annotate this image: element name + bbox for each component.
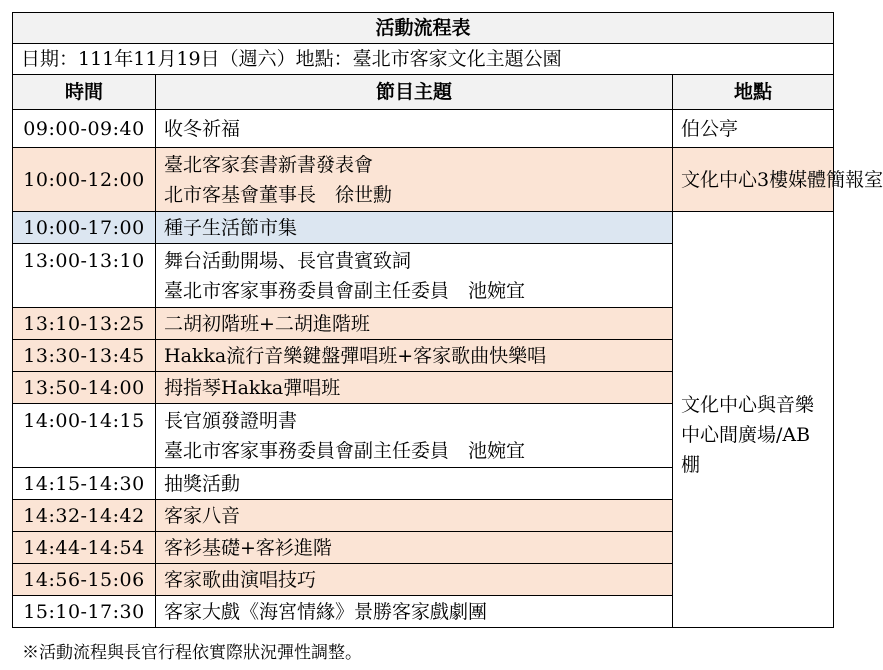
table-title: 活動流程表 [13, 13, 834, 44]
program-line: 客家大戲《海宮情緣》景勝客家戲劇團 [164, 600, 488, 623]
program-line: 抽獎活動 [164, 472, 241, 495]
program-line: 臺北市客家事務委員會副主任委員 池婉宜 [164, 279, 526, 302]
program-cell [156, 532, 673, 564]
time-cell: 13:50-14:00 [13, 372, 156, 404]
program-line: 臺北市客家事務委員會副主任委員 池婉宜 [164, 439, 526, 462]
time-cell: 14:15-14:30 [13, 468, 156, 500]
time-cell: 13:30-13:45 [13, 340, 156, 372]
time-cell: 14:44-14:54 [13, 532, 156, 564]
time-cell: 13:00-13:10 [13, 244, 156, 308]
location-cell: 文化中心與音樂中心間廣場/AB棚 [673, 212, 834, 628]
program-line: 客家歌曲演唱技巧 [164, 568, 317, 591]
location-cell: 文化中心3樓媒體簡報室 [673, 148, 834, 212]
program-cell [156, 404, 673, 468]
date-location-info: 日期：111年11月19日（週六）地點：臺北市客家文化主題公園 [13, 44, 834, 75]
table-row [13, 212, 834, 244]
time-cell: 14:56-15:06 [13, 564, 156, 596]
time-cell: 10:00-17:00 [13, 212, 156, 244]
program-line: 北市客基會董事長 徐世勳 [164, 183, 393, 206]
program-line: Hakka流行音樂鍵盤彈唱班+客家歌曲快樂唱 [164, 344, 547, 367]
program-cell [156, 148, 673, 212]
program-cell [156, 372, 673, 404]
program-cell [156, 468, 673, 500]
time-cell: 15:10-17:30 [13, 596, 156, 628]
time-cell: 14:32-14:42 [13, 500, 156, 532]
program-line: 種子生活節市集 [164, 216, 298, 239]
header-program: 節目主題 [156, 75, 673, 110]
program-line: 收冬祈福 [164, 117, 241, 140]
program-line: 客衫基礎+客衫進階 [164, 536, 332, 559]
program-line: 臺北客家套書新書發表會 [164, 153, 374, 176]
time-cell: 13:10-13:25 [13, 308, 156, 340]
table-row [13, 110, 834, 148]
program-cell [156, 110, 673, 148]
program-cell [156, 308, 673, 340]
program-cell [156, 500, 673, 532]
location-cell: 伯公亭 [673, 110, 834, 148]
time-cell: 14:00-14:15 [13, 404, 156, 468]
header-time: 時間 [13, 75, 156, 110]
program-cell [156, 340, 673, 372]
program-cell [156, 212, 673, 244]
time-cell: 09:00-09:40 [13, 110, 156, 148]
footnote: ※活動流程與長官行程依實際狀況彈性調整。 [22, 643, 362, 663]
program-line: 客家八音 [164, 504, 241, 527]
program-cell [156, 564, 673, 596]
program-line: 長官頒發證明書 [164, 409, 298, 432]
program-cell [156, 244, 673, 308]
program-cell [156, 596, 673, 628]
program-line: 舞台活動開場、長官貴賓致詞 [164, 249, 412, 272]
schedule-table [12, 12, 883, 628]
header-location: 地點 [673, 75, 834, 110]
time-cell: 10:00-12:00 [13, 148, 156, 212]
table-row [13, 148, 834, 212]
program-line: 拇指琴Hakka彈唱班 [164, 376, 341, 399]
program-line: 二胡初階班+二胡進階班 [164, 312, 370, 335]
